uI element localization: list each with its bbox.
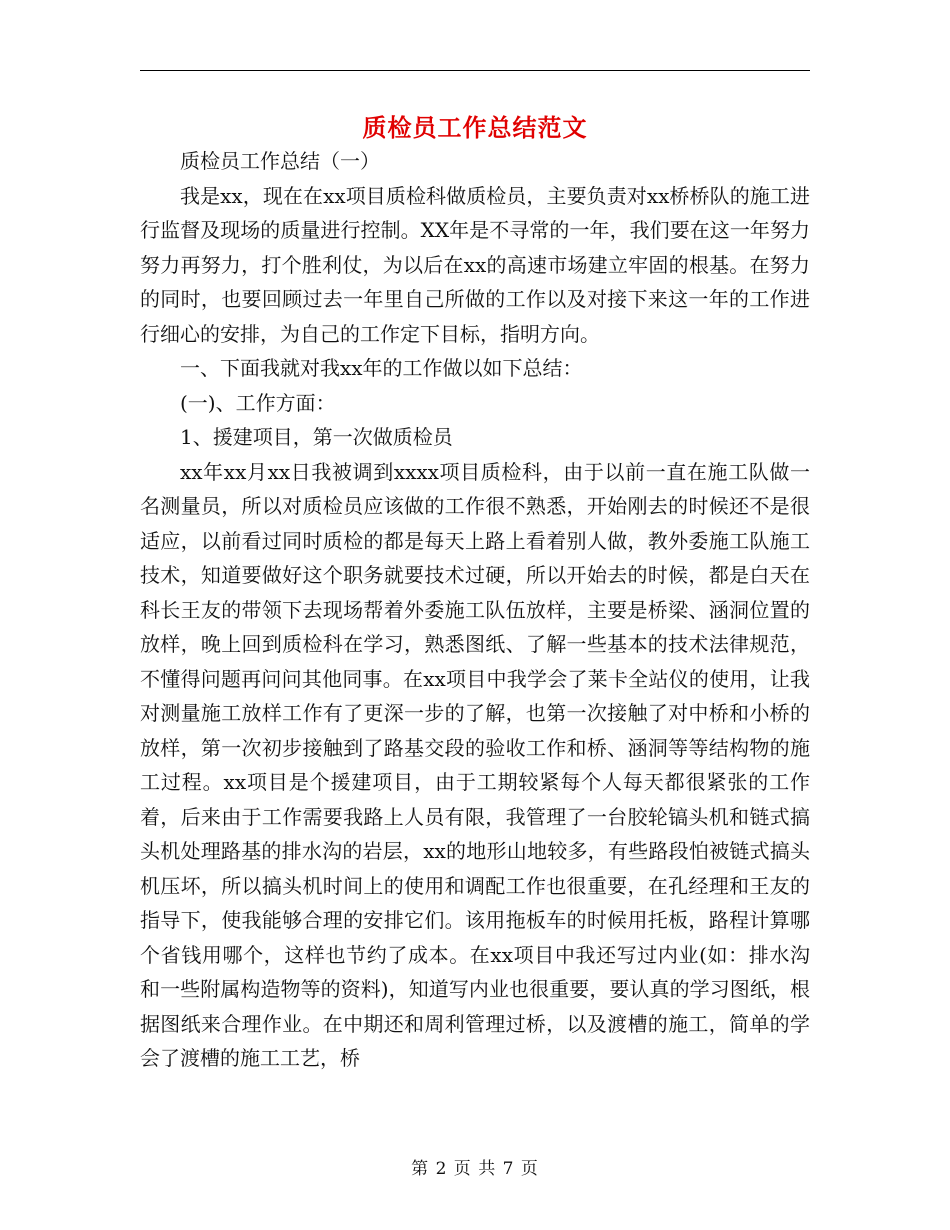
- section-heading: 质检员工作总结（一）: [180, 149, 380, 173]
- header-rule: [140, 70, 810, 71]
- body-paragraph: xx年xx月xx日我被调到xxxx项目质检科，由于以前一直在施工队做一名测量员，所以对质检员应该做的工作很不熟悉，开始刚去的时候还不是很适应，以前看过同时质检的都是每天上路上看着别人做，教外委施工队施工技术，知道要做好这个职务就要技术过硬，所以开始去的时候，都是白天在科长王友的带领下去现场帮着外委施工队伍放样，主要是桥梁、涵洞位置的放样，晚上回到质检科在学习，熟悉图纸、了解一些基本的技术法律规范，不懂得问题再问问其他同事。在xx项目中我学会了莱卡全站仪的使用，让我对测量施工放样工作有了更深一步的了解，也第一次接触了对中桥和小桥的放样，第一次初步接触到了路基交段的验收工作和桥、涵洞等等结构物的施工过程。xx项目是个援建项目，由于工期较紧每个人每天都很紧张的工作着，后来由于工作需要我路上人员有限，我管理了一台胶轮镐头机和链式搞头机处理路基的排水沟的岩层，xx的地形山地较多，有些路段怕被链式搞头机压坏，所以搞头机时间上的使用和调配工作也很重要，在孔经理和王友的指导下，使我能够合理的安排它们。该用拖板车的时候用托板，路程计算哪个省钱用哪个，这样也节约了成本。在xx项目中我还写过内业(如：排水沟和一些附属构造物等的资料)，知道写内业也很重要，要认真的学习图纸，根据图纸来合理作业。在中期还和周利管理过桥，以及渡槽的施工，简单的学会了渡槽的施工工艺，桥: [140, 459, 810, 1070]
- item-heading: 1、援建项目，第一次做质检员: [180, 425, 453, 449]
- page-number: 第 2 页 共 7 页: [411, 1159, 539, 1179]
- summary-heading: 一、下面我就对我xx年的工作做以如下总结：: [180, 356, 583, 380]
- work-aspect-heading: (一)、工作方面：: [180, 390, 336, 415]
- document-body: [140, 144, 810, 1076]
- document-title: 质检员工作总结范文: [362, 113, 588, 142]
- intro-paragraph: 我是xx，现在在xx项目质检科做质检员，主要负责对xx桥桥队的施工进行监督及现场的质量进行控制。XX年是不寻常的一年，我们要在这一年努力努力再努力，打个胜利仗，为以后在xx的高速市场建立牢固的根基。在努力的同时，也要回顾过去一年里自己所做的工作以及对接下来这一年的工作进行细心的安排，为自己的工作定下目标，指明方向。: [140, 183, 810, 346]
